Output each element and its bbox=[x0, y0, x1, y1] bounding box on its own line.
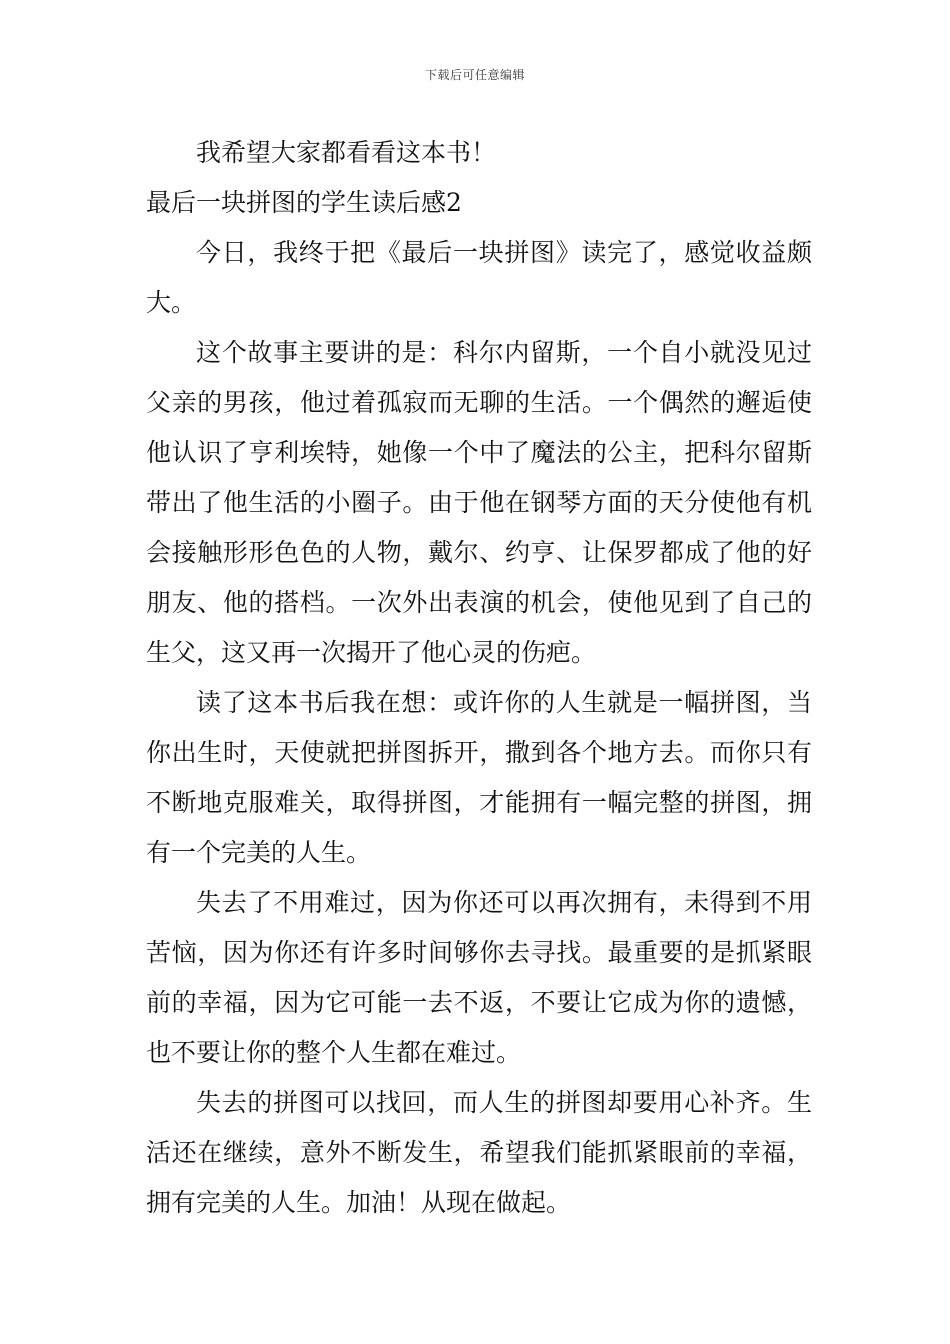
paragraph-reflection: 读了这本书后我在想：或许你的人生就是一幅拼图，当你出生时，天使就把拼图拆开，撒到各个地方去。而你只有不断地克服难关，取得拼图，才能拥有一幅完整的拼图，拥有一个完美的人生。 bbox=[146, 688, 812, 867]
paragraph-conclusion: 失去的拼图可以找回，而人生的拼图却要用心补齐。生活还在继续，意外不断发生，希望我们能抓紧眼前的幸福，拥有完美的人生。加油！从现在做起。 bbox=[146, 1088, 812, 1217]
paragraph-story-summary: 这个故事主要讲的是：科尔内留斯，一个自小就没见过父亲的男孩，他过着孤寂而无聊的生活。一个偶然的邂逅使他认识了亨利埃特，她像一个中了魔法的公主，把科尔留斯带出了他生活的小圈子。由于他在钢琴方面的天分使他有机会接触形形色色的人物，戴尔、约亨、让保罗都成了他的好朋友、他的搭档。一次外出表演的机会，使他见到了自己的生父，这又再一次揭开了他心灵的伤疤。 bbox=[146, 338, 812, 667]
header-note: 下载后可任意编辑 bbox=[424, 68, 525, 82]
paragraph-closing-wish: 我希望大家都看看这本书！ bbox=[196, 138, 497, 167]
paragraph-intro: 今日，我终于把《最后一块拼图》读完了，感觉收益颇大。 bbox=[146, 238, 812, 317]
document-body bbox=[146, 128, 812, 1228]
section-title: 最后一块拼图的学生读后感2 bbox=[146, 188, 462, 217]
paragraph-advice: 失去了不用难过，因为你还可以再次拥有，未得到不用苦恼，因为你还有许多时间够你去寻找。最重要的是抓紧眼前的幸福，因为它可能一去不返，不要让它成为你的遗憾，也不要让你的整个人生都在难过。 bbox=[146, 888, 812, 1067]
